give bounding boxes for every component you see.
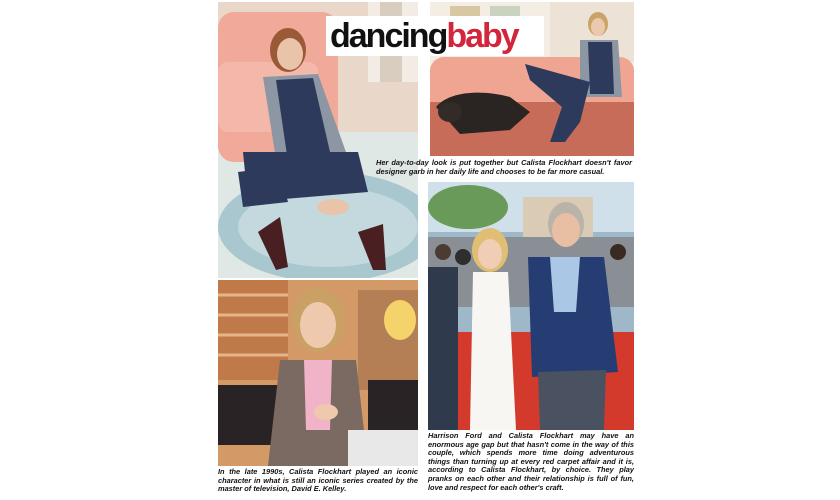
caption-couple: Harrison Ford and Calista Flockhart may have an enormous age gap but that hasn't come in the way of this couple, which spends more time doing adventurous things than turning up at every red carpet affair and it is, according to Calista Flockhart, by choice. They play pranks on each other and their relationship is full of fun, love and respect for each other's craft. xyxy=(428,431,634,492)
photo-red-carpet xyxy=(428,182,634,430)
caption-casual-style: Her day-to-day look is put together but Calista Flockhart doesn't favor designer garb in her daily life and chooses to be far more casual. xyxy=(376,158,632,176)
photo-office-scene xyxy=(218,280,418,466)
magazine-page xyxy=(216,0,636,500)
page-title xyxy=(326,16,544,56)
title-word-baby: baby xyxy=(446,17,518,55)
title-word-dancing: dancing xyxy=(330,17,447,55)
caption-iconic-character: In the late 1990s, Calista Flockhart played an iconic character in what is still an iconic series created by the master of television, David E. Kelley. xyxy=(218,467,418,494)
